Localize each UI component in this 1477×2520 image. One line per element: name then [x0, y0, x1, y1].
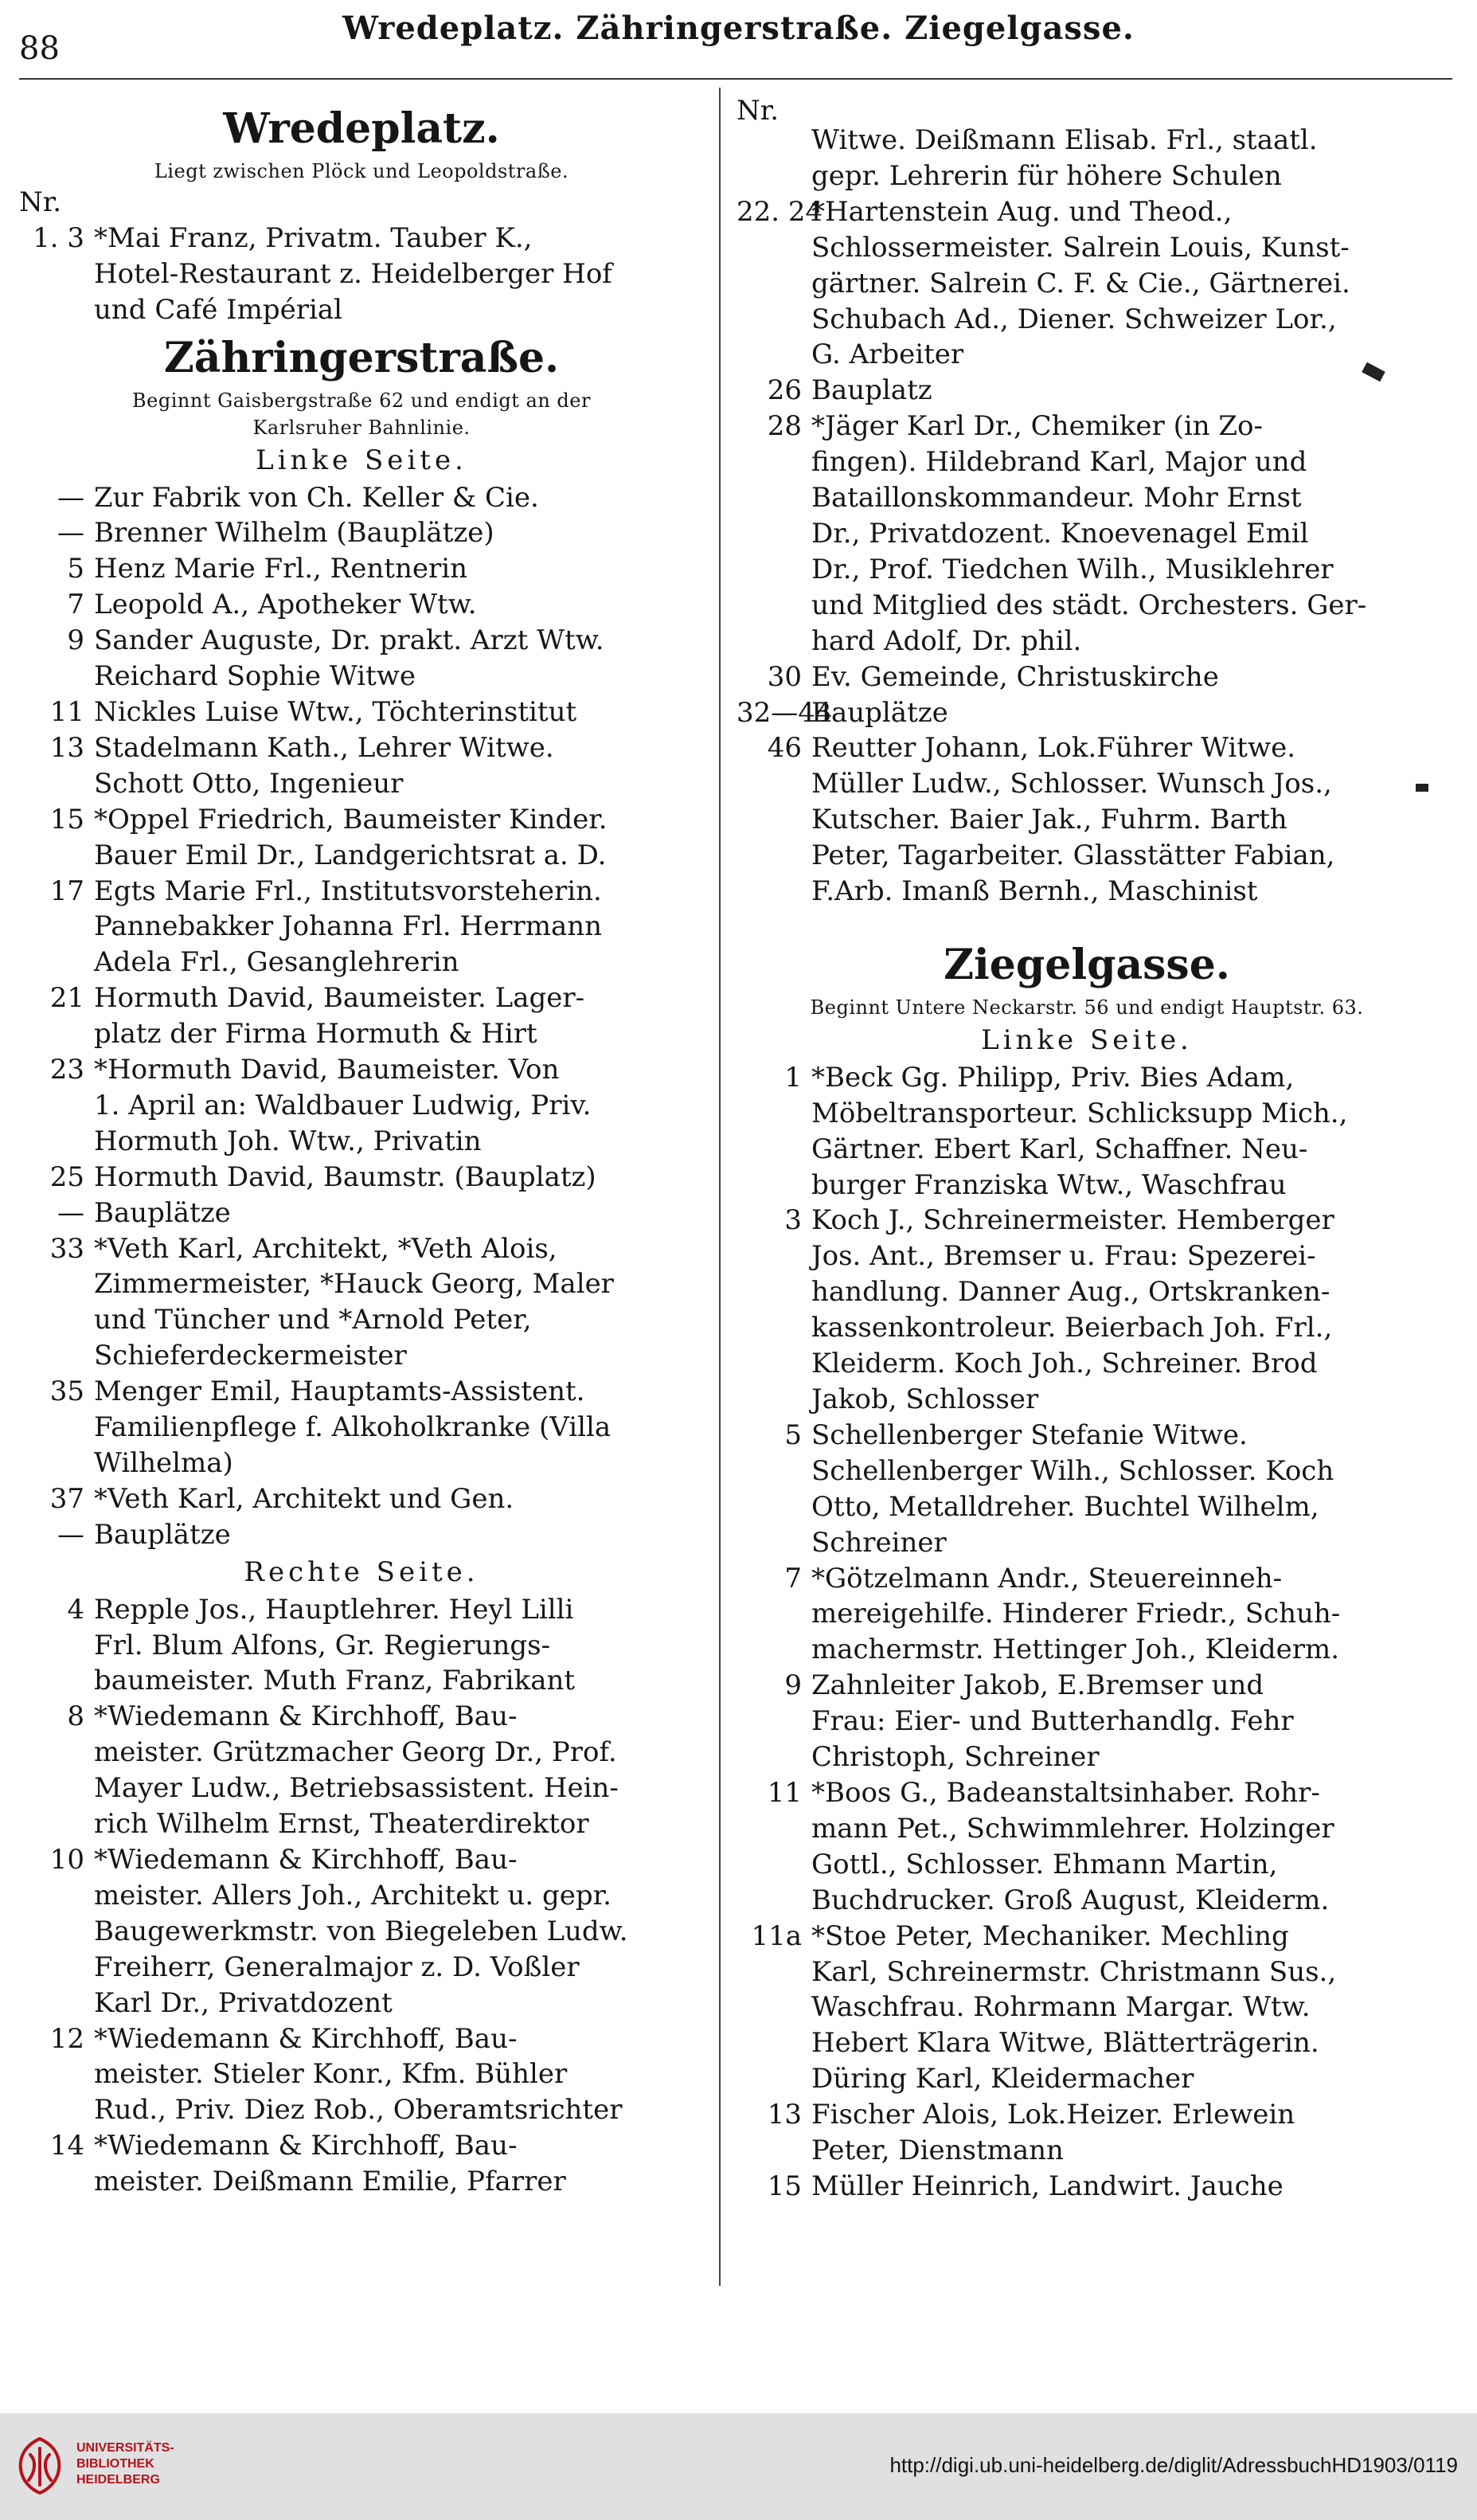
entry-line: Nickles Luise Wtw., Töchterinstitut	[94, 695, 577, 728]
directory-entry	[19, 515, 704, 551]
source-url-link[interactable]: http://digi.ub.uni-heidelberg.de/diglit/AdressbuchHD1903/0119	[889, 2453, 1458, 2477]
head-rule	[19, 78, 1452, 80]
entry-line: *Jäger Karl Dr., Chemiker (in Zo-	[811, 410, 1264, 443]
zaehringer-links-entries	[19, 480, 704, 1553]
entry-line: Brenner Wilhelm (Bauplätze)	[94, 517, 494, 550]
entry-line: Gottl., Schlosser. Ehmann Martin,	[811, 1848, 1278, 1880]
house-number: 25	[49, 1160, 84, 1193]
side-heading-links: Linke Seite.	[981, 1023, 1193, 1056]
directory-entry	[19, 874, 704, 981]
house-number: 9	[784, 1669, 802, 1702]
entry-line: *Wiedemann & Kirchhoff, Bau-	[94, 2130, 518, 2162]
directory-entry	[737, 1418, 1437, 1561]
entry-line: mann Pet., Schwimmlehrer. Holzinger	[811, 1812, 1334, 1845]
directory-entry	[19, 1842, 704, 2021]
house-number: 8	[67, 1700, 84, 1733]
entry-line: Reutter Johann, Lok.Führer Witwe.	[811, 732, 1295, 765]
column-divider	[719, 88, 721, 2286]
entry-line: meister. Grützmacher Georg Dr., Prof.	[94, 1736, 617, 1769]
house-number: 14	[49, 2130, 84, 2162]
directory-entry	[19, 1160, 704, 1195]
directory-entry	[737, 730, 1437, 910]
house-number: 4	[67, 1593, 84, 1626]
directory-entry	[737, 2169, 1437, 2205]
house-number: 1. 3	[33, 221, 84, 254]
street-title-ziegelgasse: Ziegelgasse.	[944, 940, 1230, 989]
directory-entry	[737, 695, 1437, 731]
side-heading-links: Linke Seite.	[256, 444, 467, 476]
library-seal-icon	[14, 2437, 65, 2495]
seal-stroke	[29, 2448, 51, 2485]
directory-entry	[19, 980, 704, 1052]
directory-entry	[19, 587, 704, 623]
entry-line: Leopold A., Apotheker Wtw.	[94, 589, 477, 621]
house-number: —	[57, 1518, 84, 1551]
entry-line: Schellenberger Stefanie Witwe.	[811, 1418, 1248, 1451]
entry-line: Fischer Alois, Lok.Heizer. Erlewein	[811, 2099, 1295, 2131]
entry-line: *Hormuth David, Baumeister. Von	[94, 1054, 560, 1086]
entry-line: *Götzelmann Andr., Steuereinneh-	[811, 1562, 1283, 1595]
directory-entry	[737, 409, 1437, 659]
nr-label: Nr.	[737, 95, 780, 127]
house-number: 13	[767, 2099, 802, 2131]
directory-entry	[19, 730, 704, 802]
entry-line: *Wiedemann & Kirchhoff, Bau-	[94, 1843, 518, 1876]
street-description-wredeplatz: Liegt zwischen Plöck und Leopoldstraße.	[154, 160, 569, 182]
entry-line: Stadelmann Kath., Lehrer Witwe.	[94, 731, 554, 764]
entry-line: Müller Ludw., Schlosser. Wunsch Jos.,	[811, 768, 1332, 800]
directory-entry	[19, 1374, 704, 1481]
house-number: 21	[49, 982, 84, 1015]
directory-entry	[737, 1775, 1437, 1919]
house-number: —	[57, 1196, 84, 1229]
entry-line: Möbeltransporteur. Schlicksupp Mich.,	[811, 1097, 1348, 1129]
description-line: Karlsruher Bahnlinie.	[252, 416, 471, 439]
directory-entry	[19, 480, 704, 516]
entry-line: *Stoe Peter, Mechaniker. Mechling	[811, 1919, 1289, 1952]
entry-line: rich Wilhelm Ernst, Theaterdirektor	[94, 1808, 589, 1841]
house-number: 12	[49, 2022, 84, 2055]
street-description-zaehringerstrasse	[19, 387, 704, 441]
house-number: 11	[49, 695, 84, 728]
entry-line: gepr. Lehrerin für höhere Schulen	[811, 159, 1282, 192]
entry-line: Hormuth Joh. Wtw., Privatin	[94, 1125, 482, 1157]
entry-line: Schott Otto, Ingenieur	[94, 767, 404, 800]
directory-entry	[19, 1481, 704, 1517]
entry-line: platz der Firma Hormuth & Hirt	[94, 1018, 537, 1051]
entry-line: handlung. Danner Aug., Ortskranken-	[811, 1276, 1330, 1309]
entry-line: Kutscher. Baier Jak., Fuhrm. Barth	[811, 804, 1287, 836]
entry-line: Bauplätze	[94, 1196, 231, 1229]
directory-entry	[737, 1919, 1437, 2098]
entry-line: Baugewerkmstr. von Biegeleben Ludw.	[94, 1915, 628, 1947]
house-number: 15	[767, 2170, 802, 2202]
entry-line: Mayer Ludw., Betriebsassistent. Hein-	[94, 1772, 619, 1805]
entry-line: Schieferdeckermeister	[94, 1340, 407, 1372]
house-number: 28	[767, 410, 802, 443]
house-number: 17	[49, 875, 84, 907]
house-number: 26	[767, 374, 802, 407]
entry-line: mereigehilfe. Hinderer Friedr., Schuh-	[811, 1598, 1341, 1630]
entry-line: Familienpflege f. Alkoholkranke (Villa	[94, 1411, 612, 1444]
entry-line: 1. April an: Waldbauer Ludwig, Priv.	[94, 1089, 592, 1121]
entry-line: Henz Marie Frl., Rentnerin	[94, 553, 467, 585]
house-number: 37	[49, 1482, 84, 1515]
entry-line: Bauplätze	[811, 696, 948, 729]
entry-line: Jakob, Schlosser	[811, 1383, 1039, 1415]
zaehringer-continued-entries	[737, 123, 1437, 910]
entry-line: Koch J., Schreinermeister. Hemberger	[811, 1204, 1334, 1237]
house-number: —	[57, 517, 84, 550]
entry-line: Otto, Metalldreher. Buchtel Wilhelm,	[811, 1490, 1319, 1523]
entry-line: Sander Auguste, Dr. prakt. Arzt Wtw.	[94, 624, 604, 657]
right-column	[737, 95, 1437, 2205]
entry-line: *Beck Gg. Philipp, Priv. Bies Adam,	[811, 1061, 1295, 1094]
house-number: 5	[784, 1418, 802, 1451]
entry-line: gärtner. Salrein C. F. & Cie., Gärtnerei.	[811, 267, 1350, 299]
entry-line: und Mitglied des städt. Orchesters. Ger-	[811, 589, 1367, 621]
side-heading-rechts: Rechte Seite.	[244, 1555, 479, 1588]
library-name	[76, 2440, 174, 2488]
entry-line: Dr., Privatdozent. Knoevenagel Emil	[811, 517, 1309, 550]
directory-entry	[19, 1052, 704, 1160]
house-number: 11a	[751, 1919, 802, 1952]
left-column	[19, 99, 704, 2200]
entry-line: Pannebakker Johanna Frl. Herrmann	[94, 910, 603, 943]
directory-entry	[19, 623, 704, 695]
entry-line: *Wiedemann & Kirchhoff, Bau-	[94, 1700, 518, 1733]
entry-line: Dr., Prof. Tiedchen Wilh., Musiklehrer	[811, 553, 1334, 585]
directory-entry	[737, 194, 1437, 374]
entry-line: meister. Deißmann Emilie, Pfarrer	[94, 2166, 566, 2198]
entry-line: Karl, Schreinermstr. Christmann Sus.,	[811, 1955, 1337, 1988]
house-number: 5	[67, 553, 84, 585]
entry-line: Egts Marie Frl., Institutsvorsteherin.	[94, 875, 602, 907]
entry-line: Zahnleiter Jakob, E.Bremser und	[811, 1669, 1264, 1702]
street-title-zaehringerstrasse: Zähringerstraße.	[163, 333, 560, 382]
entry-line: Reichard Sophie Witwe	[94, 660, 416, 693]
entry-line: Zur Fabrik von Ch. Keller & Cie.	[94, 481, 539, 514]
entry-line: Peter, Tagarbeiter. Glasstätter Fabian,	[811, 839, 1335, 872]
entry-line: Frau: Eier- und Butterhandlg. Fehr	[811, 1705, 1294, 1738]
directory-entry	[737, 1203, 1437, 1417]
entry-line: Freiherr, Generalmajor z. D. Voßler	[94, 1951, 580, 1983]
entry-line: Bauplätze	[94, 1518, 231, 1551]
street-description-ziegelgasse: Beginnt Untere Neckarstr. 56 und endigt Hauptstr. 63.	[810, 996, 1364, 1019]
house-number: 23	[49, 1054, 84, 1086]
entry-line: Kleiderm. Koch Joh., Schreiner. Brod	[811, 1348, 1318, 1380]
entry-line: *Hartenstein Aug. und Theod.,	[811, 195, 1233, 228]
house-number: 35	[49, 1375, 84, 1408]
entry-line: burger Franziska Wtw., Waschfrau	[811, 1168, 1287, 1201]
entry-line: Waschfrau. Rohrmann Margar. Wtw.	[811, 1991, 1311, 2024]
house-number: 32—44	[737, 696, 833, 729]
directory-entry	[19, 802, 704, 874]
directory-entry	[19, 1699, 704, 1842]
logo-line: UNIVERSITÄTS-	[76, 2441, 174, 2455]
entry-line: Düring Karl, Kleidermacher	[811, 2063, 1194, 2095]
house-number: 1	[784, 1061, 802, 1094]
entry-line: Bataillonskommandeur. Mohr Ernst	[811, 482, 1302, 515]
house-number: 15	[49, 803, 84, 835]
entry-line: Witwe. Deißmann Elisab. Frl., staatl.	[811, 124, 1318, 156]
house-number: 7	[67, 589, 84, 621]
entry-line: und Café Impérial	[94, 293, 342, 326]
entry-line: Schubach Ad., Diener. Schweizer Lor.,	[811, 303, 1337, 335]
directory-entry	[19, 695, 704, 730]
entry-line: Bauplatz	[811, 374, 932, 407]
entry-line: Zimmermeister, *Hauck Georg, Maler	[94, 1268, 614, 1301]
page-number: 88	[19, 30, 60, 67]
entry-line: *Wiedemann & Kirchhoff, Bau-	[94, 2022, 518, 2055]
entry-line: hard Adolf, Dr. phil.	[811, 624, 1082, 657]
entry-line: Repple Jos., Hauptlehrer. Heyl Lilli	[94, 1593, 574, 1626]
entry-line: *Oppel Friedrich, Baumeister Kinder.	[94, 803, 608, 835]
entry-line: Menger Emil, Hauptamts-Assistent.	[94, 1375, 585, 1408]
house-number: 22. 24	[737, 195, 823, 228]
ziegelgasse-entries	[737, 1060, 1437, 2205]
logo-line: HEIDELBERG	[76, 2473, 160, 2487]
zaehringer-rechts-entries	[19, 1592, 704, 2200]
ink-speck	[1416, 784, 1428, 792]
entry-line: Hormuth David, Baumeister. Lager-	[94, 982, 585, 1015]
entry-line: *Boos G., Badeanstaltsinhaber. Rohr-	[811, 1776, 1320, 1809]
entry-line: G. Arbeiter	[811, 338, 964, 371]
entry-line: Christoph, Schreiner	[811, 1741, 1100, 1774]
entry-line: Rud., Priv. Diez Rob., Oberamtsrichter	[94, 2094, 623, 2127]
directory-entry	[737, 2097, 1437, 2169]
street-title-wredeplatz: Wredeplatz.	[223, 104, 500, 153]
entry-line: meister. Stieler Konr., Kfm. Bühler	[94, 2058, 568, 2091]
entry-line: Karl Dr., Privatdozent	[94, 1986, 393, 2019]
directory-entry	[19, 221, 704, 328]
directory-entry	[737, 1668, 1437, 1775]
directory-entry	[737, 123, 1437, 194]
running-head: Wredeplatz. Zähringerstraße. Ziegelgasse.	[342, 10, 1135, 47]
directory-entry	[737, 1561, 1437, 1669]
house-number: 30	[767, 660, 802, 693]
entry-line: machermstr. Hettinger Joh., Kleiderm.	[811, 1634, 1339, 1666]
entry-line: Hotel-Restaurant z. Heidelberger Hof	[94, 257, 612, 290]
entry-line: und Tüncher und *Arnold Peter,	[94, 1304, 532, 1336]
entry-line: *Veth Karl, Architekt und Gen.	[94, 1482, 514, 1515]
house-number: —	[57, 481, 84, 514]
directory-entry	[19, 551, 704, 587]
entry-line: meister. Allers Joh., Architekt u. gepr.	[94, 1879, 612, 1912]
entry-line: Peter, Dienstmann	[811, 2135, 1064, 2167]
entry-line: Wilhelma)	[94, 1447, 233, 1479]
directory-entry	[19, 1231, 704, 1375]
entry-line: Adela Frl., Gesanglehrerin	[94, 946, 459, 979]
entry-line: Jos. Ant., Bremser u. Frau: Spezerei-	[811, 1240, 1316, 1273]
directory-entry	[737, 1060, 1437, 1203]
house-number: 13	[49, 731, 84, 764]
house-number: 3	[784, 1204, 802, 1237]
nr-label: Nr.	[19, 186, 62, 218]
entry-line: Hormuth David, Baumstr. (Bauplatz)	[94, 1160, 596, 1193]
entry-line: F.Arb. Imanß Bernh., Maschinist	[811, 875, 1258, 908]
entry-line: Schlossermeister. Salrein Louis, Kunst-	[811, 231, 1350, 264]
entry-line: *Veth Karl, Architekt, *Veth Alois,	[94, 1232, 557, 1265]
entry-line: Gärtner. Ebert Karl, Schaffner. Neu-	[811, 1133, 1308, 1165]
entry-line: fingen). Hildebrand Karl, Major und	[811, 446, 1307, 479]
entry-line: Schreiner	[811, 1526, 947, 1559]
directory-entry	[19, 1195, 704, 1231]
entry-line: Frl. Blum Alfons, Gr. Regierungs-	[94, 1629, 551, 1661]
entry-line: baumeister. Muth Franz, Fabrikant	[94, 1665, 576, 1697]
entry-line: Bauer Emil Dr., Landgerichtsrat a. D.	[94, 839, 607, 871]
description-line: Beginnt Gaisbergstraße 62 und endigt an der	[132, 389, 591, 412]
entry-line: Schellenberger Wilh., Schlosser. Koch	[811, 1454, 1334, 1487]
directory-entry	[19, 2128, 704, 2200]
house-number: 10	[49, 1843, 84, 1876]
entry-line: *Mai Franz, Privatm. Tauber K.,	[94, 221, 533, 254]
directory-entry	[19, 1592, 704, 1700]
entry-line: kassenkontroleur. Beierbach Joh. Frl.,	[811, 1312, 1333, 1344]
wredeplatz-entries	[19, 221, 704, 328]
entry-line: Müller Heinrich, Landwirt. Jauche	[811, 2170, 1284, 2202]
directory-entry	[19, 2021, 704, 2129]
house-number: 46	[767, 732, 802, 765]
entry-line: Ev. Gemeinde, Christuskirche	[811, 660, 1219, 693]
house-number: 33	[49, 1232, 84, 1265]
footer-bar	[0, 2413, 1477, 2520]
directory-entry	[19, 1517, 704, 1553]
house-number: 11	[767, 1776, 802, 1809]
house-number: 7	[784, 1562, 802, 1595]
entry-line: Buchdrucker. Groß August, Kleiderm.	[811, 1884, 1330, 1916]
directory-entry	[737, 659, 1437, 695]
library-logo	[14, 2434, 182, 2501]
entry-line: Hebert Klara Witwe, Blätterträgerin.	[811, 2027, 1319, 2060]
house-number: 9	[67, 624, 84, 657]
logo-line: BIBLIOTHEK	[76, 2457, 154, 2471]
directory-entry	[737, 373, 1437, 409]
